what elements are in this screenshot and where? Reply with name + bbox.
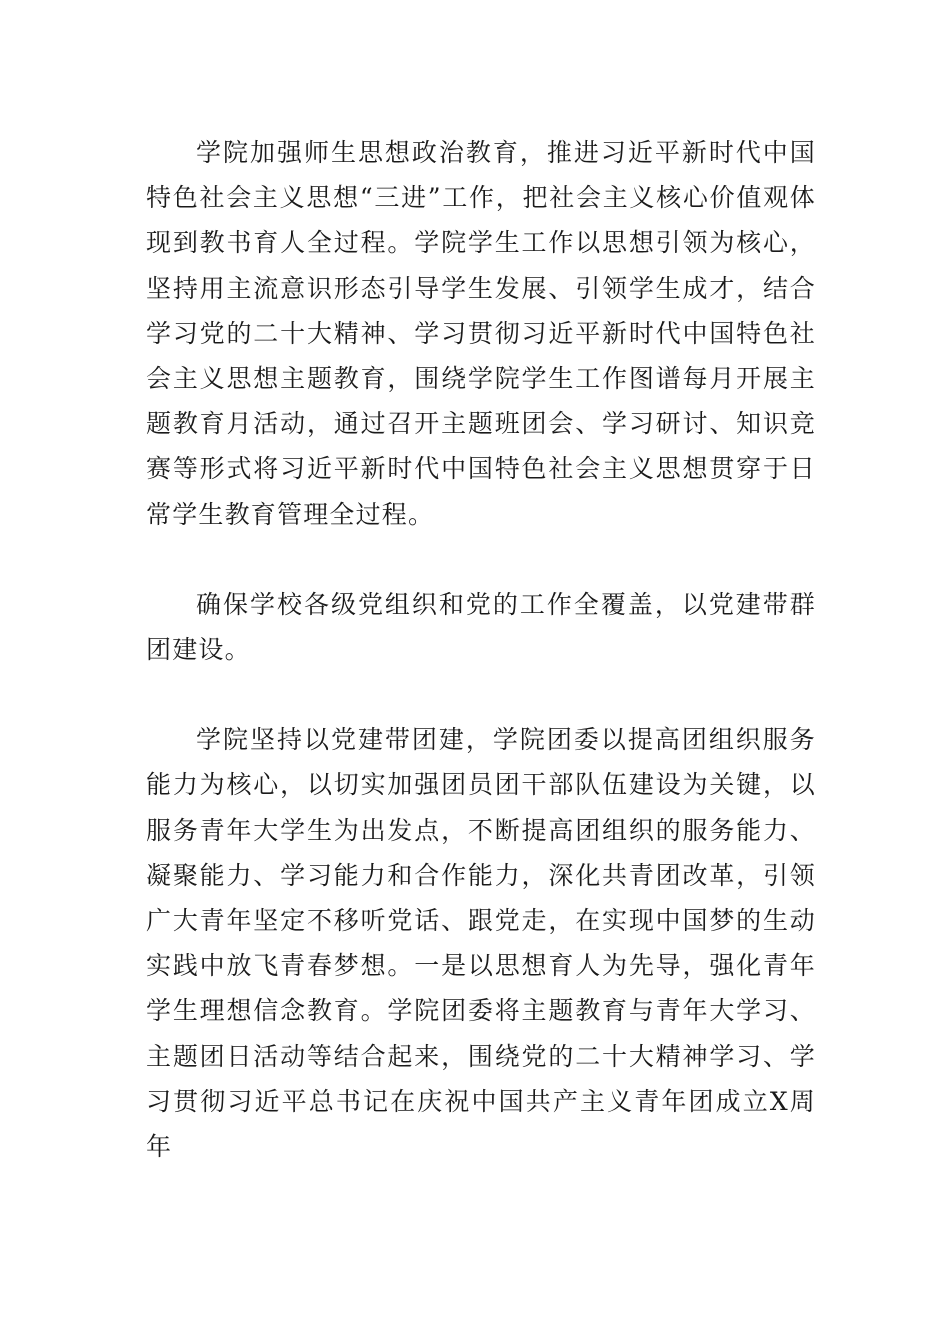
paragraph-youth-league: 学院坚持以党建带团建，学院团委以提高团组织服务能力为核心，以切实加强团员团干部队伍建设为关键，以服务青年大学生为出发点，不断提高团组织的服务能力、凝聚能力、学习能力和合作能力，深化共青团改革，引领广大青年坚定不移听党话、跟党走，在实现中国梦的生动实践中放飞青春梦想。一是以思想育人为先导，强化青年学生理想信念教育。学院团委将主题教育与青年大学习、主题团日活动等结合起来，围绕党的二十大精神学习、学习贯彻习近平总书记在庆祝中国共产主义青年团成立X周年 [146,725,816,1162]
paragraph-party-coverage: 确保学校各级党组织和党的工作全覆盖，以党建带群团建设。 [146,589,816,665]
paragraph-gap [146,537,816,582]
document-body [146,130,816,1169]
paragraph-ideological-education: 学院加强师生思想政治教育，推进习近平新时代中国特色社会主义思想“三进”工作，把社会主义核心价值观体现到教书育人全过程。学院学生工作以思想引领为核心，坚持用主流意识形态引导学生发展、引领学生成才，结合学习党的二十大精神、学习贯彻习近平新时代中国特色社会主义思想主题教育，围绕学院学生工作图谱每月开展主题教育月活动，通过召开主题班团会、学习研讨、知识竞赛等形式将习近平新时代中国特色社会主义思想贯穿于日常学生教育管理全过程。 [146,138,816,529]
paragraph-gap [146,672,816,717]
